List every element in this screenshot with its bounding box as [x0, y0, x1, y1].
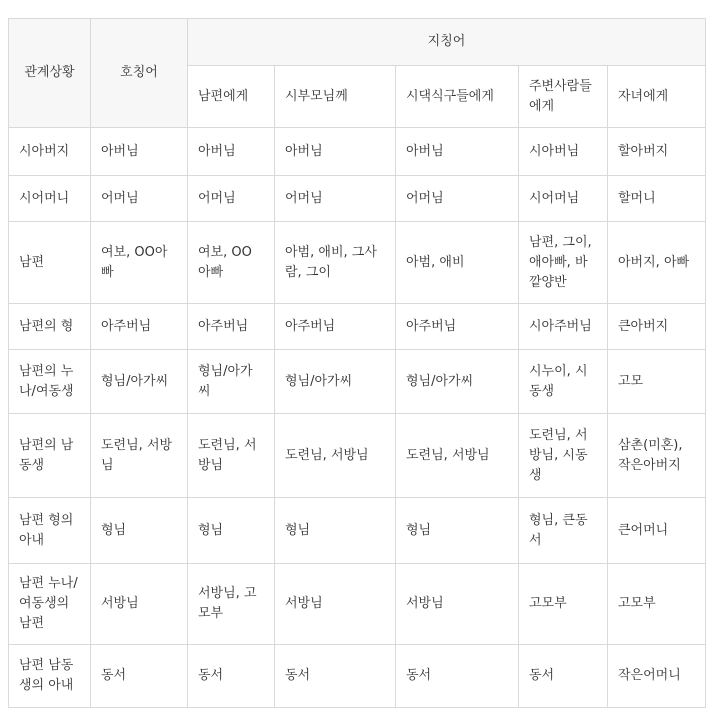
- table-cell: 서방님: [396, 564, 519, 645]
- table-cell: 시아버님: [519, 128, 608, 176]
- table-cell: 시누이, 시동생: [519, 350, 608, 414]
- table-cell: 남편의 형: [9, 304, 91, 350]
- table-row: [9, 350, 706, 414]
- table-row: [9, 128, 706, 176]
- table-cell: 아버님: [188, 128, 275, 176]
- table-cell: 어머님: [396, 176, 519, 222]
- table-cell: 도련님, 서방님: [188, 414, 275, 498]
- table-cell: 형님: [396, 498, 519, 564]
- header-to-children: 자녀에게: [608, 66, 706, 128]
- table-row: [9, 222, 706, 304]
- table-cell: 어머님: [275, 176, 396, 222]
- table-cell: 동서: [91, 645, 188, 708]
- header-relation: 관계상황: [9, 19, 91, 128]
- table-cell: 남편의 누나/여동생: [9, 350, 91, 414]
- kinship-terms-table: [8, 18, 706, 708]
- table-cell: 서방님: [275, 564, 396, 645]
- table-cell: 고모부: [519, 564, 608, 645]
- table-cell: 형님: [275, 498, 396, 564]
- table-cell: 고모: [608, 350, 706, 414]
- table-cell: 고모부: [608, 564, 706, 645]
- table-cell: 아주버님: [188, 304, 275, 350]
- table-cell: 서방님, 고모부: [188, 564, 275, 645]
- table-cell: 삼촌(미혼), 작은아버지: [608, 414, 706, 498]
- table-cell: 아버지, 아빠: [608, 222, 706, 304]
- table-cell: 어머님: [188, 176, 275, 222]
- table-cell: 남편 누나/여동생의 남편: [9, 564, 91, 645]
- table-row: [9, 304, 706, 350]
- table-cell: 아범, 애비, 그사람, 그이: [275, 222, 396, 304]
- table-cell: 남편 남동생의 아내: [9, 645, 91, 708]
- table-cell: 남편, 그이, 애아빠, 바깥양반: [519, 222, 608, 304]
- header-to-parents-in-law: 시부모님께: [275, 66, 396, 128]
- table-cell: 형님: [91, 498, 188, 564]
- table-row: [9, 176, 706, 222]
- table-cell: 큰어머니: [608, 498, 706, 564]
- table-cell: 형님/아가씨: [396, 350, 519, 414]
- table-cell: 도련님, 서방님: [396, 414, 519, 498]
- table-cell: 서방님: [91, 564, 188, 645]
- table-cell: 동서: [519, 645, 608, 708]
- header-to-in-laws: 시댁식구들에게: [396, 66, 519, 128]
- table-cell: 시아버지: [9, 128, 91, 176]
- table-row: [9, 498, 706, 564]
- table-cell: 도련님, 서방님: [91, 414, 188, 498]
- table-cell: 아버님: [275, 128, 396, 176]
- table-cell: 아주버님: [91, 304, 188, 350]
- table-cell: 남편 형의 아내: [9, 498, 91, 564]
- table-cell: 남편의 남동생: [9, 414, 91, 498]
- table-cell: 형님, 큰동서: [519, 498, 608, 564]
- table-cell: 할머니: [608, 176, 706, 222]
- table-row: [9, 645, 706, 708]
- table-cell: 할아버지: [608, 128, 706, 176]
- table-cell: 아주버님: [275, 304, 396, 350]
- table-cell: 여보, OO아빠: [91, 222, 188, 304]
- table-cell: 큰아버지: [608, 304, 706, 350]
- table-cell: 시어머니: [9, 176, 91, 222]
- header-reference-term: 지칭어: [188, 19, 706, 66]
- table-cell: 형님: [188, 498, 275, 564]
- table-cell: 도련님, 서방님, 시동생: [519, 414, 608, 498]
- table-cell: 아주버님: [396, 304, 519, 350]
- table-cell: 시어머님: [519, 176, 608, 222]
- table-row: [9, 564, 706, 645]
- header-to-others: 주변사람들에게: [519, 66, 608, 128]
- table-cell: 동서: [275, 645, 396, 708]
- table-cell: 어머님: [91, 176, 188, 222]
- table-cell: 동서: [396, 645, 519, 708]
- table-cell: 작은어머니: [608, 645, 706, 708]
- table-cell: 동서: [188, 645, 275, 708]
- table-cell: 형님/아가씨: [275, 350, 396, 414]
- table-cell: 아버님: [396, 128, 519, 176]
- table-row: [9, 414, 706, 498]
- table-cell: 여보, OO아빠: [188, 222, 275, 304]
- table-cell: 아범, 애비: [396, 222, 519, 304]
- table-cell: 아버님: [91, 128, 188, 176]
- header-to-husband: 남편에게: [188, 66, 275, 128]
- table-cell: 도련님, 서방님: [275, 414, 396, 498]
- table-cell: 형님/아가씨: [188, 350, 275, 414]
- table-cell: 남편: [9, 222, 91, 304]
- table-cell: 시아주버님: [519, 304, 608, 350]
- table-cell: 형님/아가씨: [91, 350, 188, 414]
- header-address-term: 호칭어: [91, 19, 188, 128]
